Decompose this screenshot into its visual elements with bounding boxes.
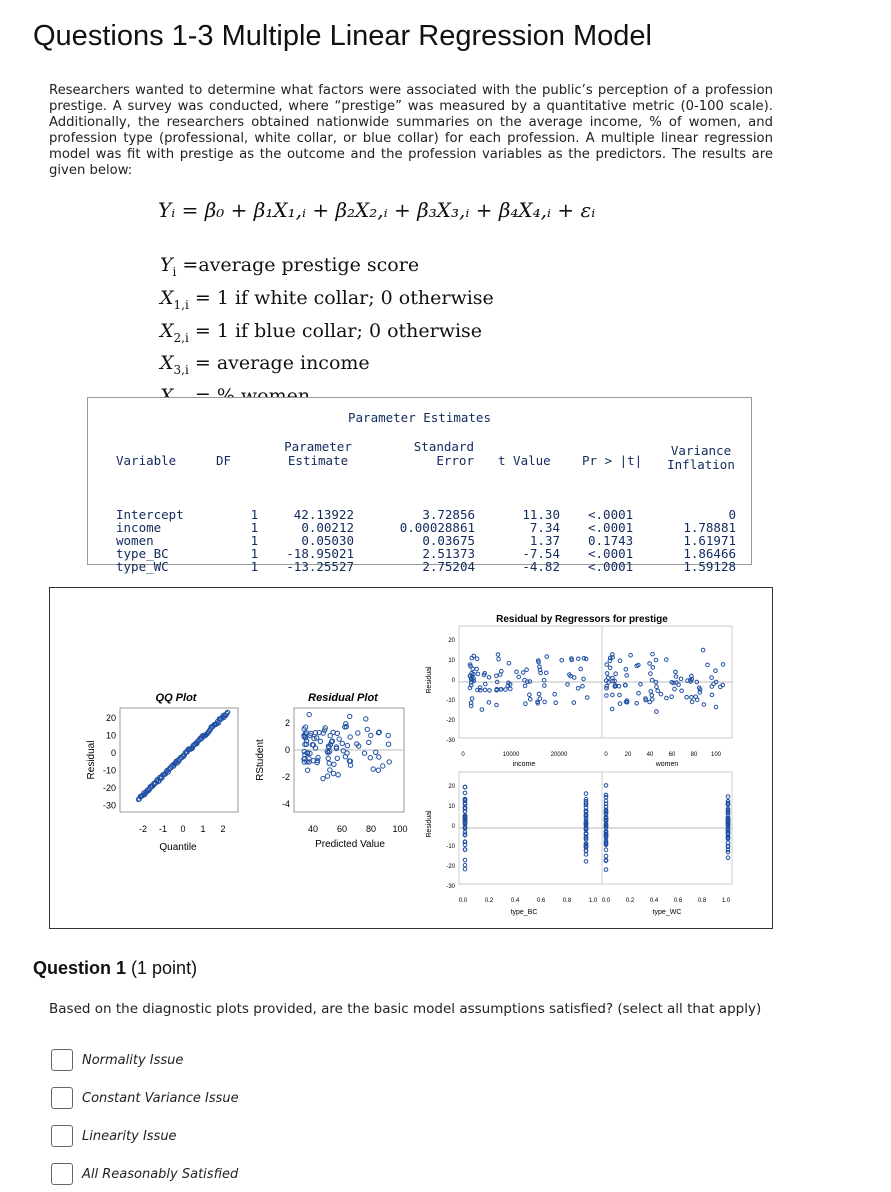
residual-ytick-label: 2 bbox=[284, 718, 290, 728]
women-point bbox=[650, 698, 654, 702]
residual-ytick-label: 0 bbox=[284, 745, 290, 755]
regressor-ytick-label: 20 bbox=[448, 638, 455, 644]
table-cell: Intercept bbox=[116, 507, 184, 522]
residual-plot-xlabel: Predicted Value bbox=[315, 839, 385, 850]
option-normality-issue[interactable] bbox=[51, 1049, 183, 1071]
residual-point bbox=[386, 742, 390, 746]
typebc-tick-label: 0.4 bbox=[510, 898, 520, 904]
typewc-tick-label: 0.2 bbox=[625, 898, 635, 904]
women-point bbox=[654, 658, 658, 662]
table-cell: 1 bbox=[250, 520, 259, 535]
women-point bbox=[605, 672, 609, 676]
women-point bbox=[639, 683, 643, 687]
typebc-point bbox=[463, 785, 467, 789]
women-point bbox=[665, 696, 669, 700]
table-cell: income bbox=[116, 520, 162, 535]
residual-point bbox=[362, 751, 366, 755]
question-prompt: Based on the diagnostic plots provided, are the basic model assumptions satisfied? (select all that apply) bbox=[49, 1001, 762, 1017]
income-point bbox=[542, 678, 546, 682]
table-cell: 0.05030 bbox=[301, 533, 354, 548]
women-point bbox=[674, 675, 678, 679]
residual-point bbox=[341, 749, 345, 753]
regressor-ytick-label: 10 bbox=[448, 804, 455, 810]
option-label: All Reasonably Satisfied bbox=[82, 1166, 239, 1182]
income-point bbox=[517, 675, 521, 679]
income-point bbox=[554, 701, 558, 705]
women-point bbox=[706, 663, 710, 667]
women-point bbox=[710, 693, 714, 697]
checkbox[interactable] bbox=[51, 1125, 73, 1147]
residual-xtick-label: 60 bbox=[336, 824, 348, 834]
residual-point bbox=[335, 756, 339, 760]
residual-plot-points bbox=[294, 712, 404, 780]
table-cell: 7.34 bbox=[529, 520, 560, 535]
women-point bbox=[651, 666, 655, 670]
income-point bbox=[495, 703, 499, 707]
diagnostic-plots-svg bbox=[50, 588, 772, 928]
women-point bbox=[651, 652, 655, 656]
residual-point bbox=[377, 755, 381, 759]
residual-point bbox=[331, 771, 335, 775]
income-point bbox=[582, 677, 586, 681]
income-point bbox=[523, 684, 527, 688]
women-point bbox=[655, 710, 659, 714]
women-point bbox=[648, 662, 652, 666]
income-point bbox=[487, 676, 491, 680]
table-cell: <.0001 bbox=[588, 520, 634, 535]
table-cell: 0.1743 bbox=[588, 533, 634, 548]
women-tick-label: 60 bbox=[668, 752, 676, 758]
women-point bbox=[607, 676, 611, 680]
women-point bbox=[685, 695, 689, 699]
typebc-tick-label: 0.0 bbox=[458, 898, 468, 904]
header-estimate: Parameter Estimate bbox=[284, 439, 352, 468]
income-point bbox=[521, 671, 525, 675]
income-point bbox=[560, 659, 564, 663]
income-point bbox=[487, 701, 491, 705]
table-cell: 1 bbox=[250, 546, 259, 561]
col-df bbox=[228, 482, 258, 599]
residual-point bbox=[336, 773, 340, 777]
women-point bbox=[655, 685, 659, 689]
typewc-tick-label: 1.0 bbox=[721, 898, 731, 904]
income-point bbox=[525, 668, 529, 672]
income-tick-label: 10000 bbox=[502, 752, 520, 758]
residual-ytick-label: -4 bbox=[281, 799, 290, 809]
typewc-label: type_WC bbox=[652, 909, 682, 916]
income-point bbox=[576, 687, 580, 691]
income-point bbox=[529, 698, 533, 702]
typebc-point bbox=[584, 792, 588, 796]
table-cell: 42.13922 bbox=[293, 507, 354, 522]
income-point bbox=[483, 688, 487, 692]
women-point bbox=[605, 663, 609, 667]
regressor-ytick-label: -10 bbox=[446, 698, 455, 704]
residual-point bbox=[381, 764, 385, 768]
table-cell: 1.37 bbox=[529, 533, 560, 548]
checkbox[interactable] bbox=[51, 1087, 73, 1109]
typebc-point bbox=[463, 858, 467, 862]
income-point bbox=[475, 657, 479, 661]
income-point bbox=[579, 667, 583, 671]
regressor-ytick-label: -20 bbox=[446, 718, 455, 724]
table-caption: Parameter Estimates bbox=[348, 410, 491, 425]
income-point bbox=[566, 683, 570, 687]
table-cell: type_WC bbox=[116, 559, 169, 574]
table-cell: 0.00212 bbox=[301, 520, 354, 535]
residual-point bbox=[365, 727, 369, 731]
diagnostic-plots-panel bbox=[49, 587, 773, 929]
option-label: Constant Variance Issue bbox=[82, 1090, 239, 1106]
header-variable: Variable bbox=[116, 453, 177, 468]
typewc-tick-label: 0.4 bbox=[649, 898, 659, 904]
women-point bbox=[670, 695, 674, 699]
regressor-ytick-label: -20 bbox=[446, 864, 455, 870]
income-point bbox=[544, 671, 548, 675]
women-point bbox=[624, 668, 628, 672]
residual-plot-ylabel: RStudent bbox=[255, 739, 266, 781]
qq-plot bbox=[86, 692, 238, 853]
option-all-reasonably-satisfied[interactable] bbox=[51, 1163, 238, 1185]
col-estimate bbox=[278, 482, 354, 599]
income-point bbox=[496, 653, 500, 657]
residual-plot-title: Residual Plot bbox=[308, 692, 378, 704]
parameter-estimates-table bbox=[87, 397, 752, 574]
residual-point bbox=[356, 731, 360, 735]
qq-plot-yticks bbox=[103, 713, 116, 811]
women-point bbox=[649, 690, 653, 694]
regressor-plots bbox=[426, 614, 732, 916]
residual-point bbox=[386, 733, 390, 737]
women-tick-label: 20 bbox=[624, 752, 632, 758]
typebc-point bbox=[463, 791, 467, 795]
residual-point bbox=[312, 736, 316, 740]
variable-definitions bbox=[160, 252, 494, 416]
residual-point bbox=[340, 741, 344, 745]
income-point bbox=[553, 692, 557, 696]
women-point bbox=[702, 703, 706, 707]
question-title: Question 1 (1 point) bbox=[33, 958, 198, 978]
women-point bbox=[649, 672, 653, 676]
table-cell: 1.78881 bbox=[683, 520, 736, 535]
women-point bbox=[625, 674, 629, 678]
residual-point bbox=[368, 756, 372, 760]
women-point bbox=[679, 677, 683, 681]
option-label: Linearity Issue bbox=[82, 1128, 177, 1144]
income-label: income bbox=[512, 761, 536, 768]
income-point bbox=[509, 687, 513, 691]
regressor-ytick-label: -30 bbox=[446, 738, 455, 744]
qq-xtick-label: -1 bbox=[158, 824, 168, 834]
income-point bbox=[524, 702, 528, 706]
typewc-tick-label: 0.0 bbox=[601, 898, 611, 904]
women-point bbox=[710, 685, 714, 689]
typebc-point bbox=[584, 860, 588, 864]
residual-plot bbox=[255, 692, 408, 850]
qq-xtick-label: -2 bbox=[138, 824, 148, 834]
regressor-ytick-label: 10 bbox=[448, 658, 455, 664]
checkbox[interactable] bbox=[51, 1163, 73, 1185]
table-cell: 1 bbox=[250, 559, 259, 574]
women-point bbox=[701, 648, 705, 652]
qq-ytick-label: -10 bbox=[102, 765, 116, 776]
income-point bbox=[475, 667, 479, 671]
income-point bbox=[586, 696, 590, 700]
women-point bbox=[650, 694, 654, 698]
qq-xtick-label: 1 bbox=[200, 824, 206, 834]
women-point bbox=[694, 695, 698, 699]
women-tick-label: 80 bbox=[690, 752, 698, 758]
regressor-ytick-label: 20 bbox=[448, 784, 455, 790]
qq-plot-title: QQ Plot bbox=[155, 692, 197, 704]
residual-point bbox=[328, 768, 332, 772]
regressor-ytick-label: -10 bbox=[446, 844, 455, 850]
women-point bbox=[665, 658, 669, 662]
typewc-point bbox=[604, 848, 608, 852]
table-cell: -18.95021 bbox=[286, 546, 354, 561]
typebc-label: type_BC bbox=[510, 909, 538, 916]
residual-point bbox=[327, 761, 331, 765]
income-point bbox=[504, 688, 508, 692]
table-cell: 1 bbox=[250, 533, 259, 548]
women-point bbox=[629, 653, 633, 657]
residual-xtick-label: 40 bbox=[307, 824, 319, 834]
residual-point bbox=[307, 712, 311, 716]
women-tick-label: 40 bbox=[646, 752, 654, 758]
table-cell: 2.51373 bbox=[422, 546, 475, 561]
income-point bbox=[484, 682, 488, 686]
qq-plot-points bbox=[136, 710, 230, 802]
qq-ytick-label: 20 bbox=[105, 713, 116, 723]
def-x1: $X_{1,i} = 1$ if white collar; 0 otherwise bbox=[160, 286, 494, 312]
income-point bbox=[497, 657, 501, 661]
table-cell: women bbox=[116, 533, 154, 548]
regressor-ytick-label: 0 bbox=[451, 678, 455, 684]
qq-plot-xlabel: Quantile bbox=[159, 842, 197, 853]
residual-xtick-label: 100 bbox=[392, 824, 408, 834]
qq-ytick-label: 10 bbox=[105, 730, 116, 741]
option-label: Normality Issue bbox=[82, 1052, 184, 1068]
def-y: $Y_i$ =average prestige score bbox=[160, 254, 420, 279]
header-pr: Pr > |t| bbox=[582, 453, 643, 468]
women-tick-label: 100 bbox=[710, 752, 722, 758]
women-point bbox=[659, 692, 663, 696]
women-point bbox=[690, 696, 694, 700]
intro-paragraph: Researchers wanted to determine what factors were associated with the public’s perception of a profession prestige. A survey was conducted, where “prestige” was measured by a quantitative metric (0-100 scale). Additionally, the researchers obtained nationwide summaries on the average income, % of women, and profession type (professional, white collar, or blue collar) for each profession. A multiple linear regression model was fit with prestige as the outcome and the profession variables as the predictors. The results are given below: bbox=[49, 83, 773, 178]
women-point bbox=[721, 663, 725, 667]
typebc-tick-label: 1.0 bbox=[588, 898, 598, 904]
residual-point bbox=[328, 734, 332, 738]
qq-plot-xticks bbox=[139, 824, 226, 834]
col-tvalue bbox=[508, 482, 560, 599]
income-point bbox=[470, 697, 474, 701]
women-point bbox=[611, 693, 615, 697]
table-cell: 1.86466 bbox=[683, 546, 736, 561]
regressor-points bbox=[459, 648, 732, 871]
option-linearity-issue[interactable] bbox=[51, 1125, 177, 1147]
page-title: Questions 1-3 Multiple Linear Regression Model bbox=[33, 20, 652, 52]
women-label: women bbox=[655, 761, 679, 768]
women-point bbox=[610, 707, 614, 711]
women-point bbox=[673, 687, 677, 691]
residual-point bbox=[364, 717, 368, 721]
residual-point bbox=[371, 767, 375, 771]
table-cell: 1 bbox=[250, 507, 259, 522]
income-point bbox=[572, 701, 576, 705]
residual-point bbox=[337, 737, 341, 741]
header-stderr: Standard Error bbox=[413, 439, 474, 468]
regressor-ylabel-bottom: Residual bbox=[426, 810, 433, 838]
typewc-point bbox=[726, 856, 730, 860]
income-point bbox=[507, 661, 511, 665]
table-cell: 3.72856 bbox=[422, 507, 475, 522]
residual-point bbox=[369, 733, 373, 737]
residual-plot-xticks bbox=[308, 824, 408, 834]
income-tick-label: 20000 bbox=[550, 752, 568, 758]
regressor-plots-title: Residual by Regressors for prestige bbox=[496, 614, 668, 625]
table-cell: -7.54 bbox=[522, 546, 560, 561]
residual-point bbox=[325, 774, 329, 778]
women-point bbox=[637, 691, 641, 695]
women-point bbox=[618, 659, 622, 663]
qq-ytick-label: -30 bbox=[102, 800, 116, 811]
typebc-point bbox=[463, 863, 467, 867]
residual-ytick-label: -2 bbox=[281, 772, 290, 782]
income-tick-label: 0 bbox=[461, 752, 465, 758]
income-point bbox=[515, 670, 519, 674]
table-cell: 0.00028861 bbox=[399, 520, 475, 535]
header-tvalue: t Value bbox=[498, 453, 551, 468]
table-cell: -13.25527 bbox=[286, 559, 354, 574]
women-point bbox=[690, 700, 694, 704]
option-constant-variance-issue[interactable] bbox=[51, 1087, 239, 1109]
income-point bbox=[480, 708, 484, 712]
women-point bbox=[674, 670, 678, 674]
residual-point bbox=[387, 760, 391, 764]
income-point bbox=[498, 673, 502, 677]
residual-point bbox=[348, 714, 352, 718]
table-cell: <.0001 bbox=[588, 546, 634, 561]
income-point bbox=[577, 657, 581, 661]
col-variable bbox=[116, 482, 184, 599]
residual-point bbox=[326, 756, 330, 760]
women-point bbox=[656, 689, 660, 693]
typebc-point bbox=[463, 867, 467, 871]
women-point bbox=[608, 666, 612, 670]
typebc-tick-label: 0.6 bbox=[536, 898, 546, 904]
table-cell: 2.75204 bbox=[422, 559, 475, 574]
income-point bbox=[543, 700, 547, 704]
regressor-ytick-label: 0 bbox=[451, 824, 455, 830]
typewc-tick-label: 0.6 bbox=[673, 898, 683, 904]
qq-plot-ylabel: Residual bbox=[86, 740, 97, 780]
residual-point bbox=[305, 768, 309, 772]
typewc-tick-label: 0.8 bbox=[697, 898, 707, 904]
def-x3: $X_{3,i}$ = average income bbox=[160, 352, 370, 378]
checkbox[interactable] bbox=[51, 1049, 73, 1071]
income-point bbox=[572, 676, 576, 680]
header-vif: Variance Inflation bbox=[667, 443, 735, 472]
typewc-point bbox=[604, 854, 608, 858]
residual-point bbox=[316, 755, 320, 759]
income-point bbox=[537, 692, 541, 696]
regressor-ticks bbox=[446, 638, 731, 904]
residual-point bbox=[367, 740, 371, 744]
income-point bbox=[581, 684, 585, 688]
women-point bbox=[680, 689, 684, 693]
women-point bbox=[618, 702, 622, 706]
qq-ytick-label: -20 bbox=[102, 783, 116, 793]
women-point bbox=[714, 705, 718, 709]
women-point bbox=[650, 678, 654, 682]
col-vif bbox=[672, 482, 736, 599]
income-point bbox=[488, 689, 492, 693]
residual-xtick-label: 80 bbox=[365, 824, 377, 834]
residual-point bbox=[345, 743, 349, 747]
women-tick-label: 0 bbox=[604, 752, 608, 758]
table-cell: -4.82 bbox=[522, 559, 560, 574]
women-point bbox=[677, 683, 681, 687]
table-cell: type_BC bbox=[116, 546, 169, 561]
model-equation: Yᵢ = β₀ + β₁X₁,ᵢ + β₂X₂,ᵢ + β₃X₃,ᵢ + β₄X₄,ᵢ + εᵢ bbox=[158, 198, 596, 222]
typebc-tick-label: 0.8 bbox=[562, 898, 572, 904]
regressor-ylabel-top: Residual bbox=[426, 666, 433, 694]
income-point bbox=[476, 672, 480, 676]
table-cell: 0.03675 bbox=[422, 533, 475, 548]
women-point bbox=[605, 694, 609, 698]
women-point bbox=[710, 676, 714, 680]
residual-point bbox=[318, 739, 322, 743]
income-point bbox=[528, 693, 532, 697]
residual-plot-yticks bbox=[282, 718, 290, 809]
typewc-point bbox=[726, 795, 730, 799]
residual-point bbox=[335, 731, 339, 735]
qq-ytick-label: 0 bbox=[110, 748, 116, 758]
typewc-point bbox=[604, 868, 608, 872]
residual-point bbox=[376, 768, 380, 772]
residual-point bbox=[348, 735, 352, 739]
table-cell: <.0001 bbox=[588, 559, 634, 574]
women-point bbox=[714, 669, 718, 673]
table-cell: 1.61971 bbox=[683, 533, 736, 548]
table-cell: 1.59128 bbox=[683, 559, 736, 574]
typebc-tick-label: 0.2 bbox=[484, 898, 494, 904]
income-point bbox=[545, 655, 549, 659]
residual-point bbox=[332, 762, 336, 766]
col-stderr bbox=[384, 482, 475, 599]
income-point bbox=[543, 684, 547, 688]
table-cell: <.0001 bbox=[588, 507, 634, 522]
table-cell: 0 bbox=[728, 507, 736, 522]
regressor-ytick-label: -30 bbox=[446, 884, 455, 890]
women-point bbox=[614, 672, 618, 676]
residual-point bbox=[374, 750, 378, 754]
women-point bbox=[618, 693, 622, 697]
income-point bbox=[495, 674, 499, 678]
qq-xtick-label: 0 bbox=[180, 824, 186, 834]
women-point bbox=[635, 702, 639, 706]
header-df: DF bbox=[216, 453, 232, 468]
qq-xtick-label: 2 bbox=[220, 824, 226, 834]
col-pvalue bbox=[588, 482, 633, 599]
income-point bbox=[538, 697, 542, 701]
table-cell: 11.30 bbox=[522, 507, 560, 522]
residual-point bbox=[321, 776, 325, 780]
def-x2: $X_{2,i} = 1$ if blue collar; 0 otherwise bbox=[160, 319, 483, 345]
typewc-point bbox=[604, 784, 608, 788]
